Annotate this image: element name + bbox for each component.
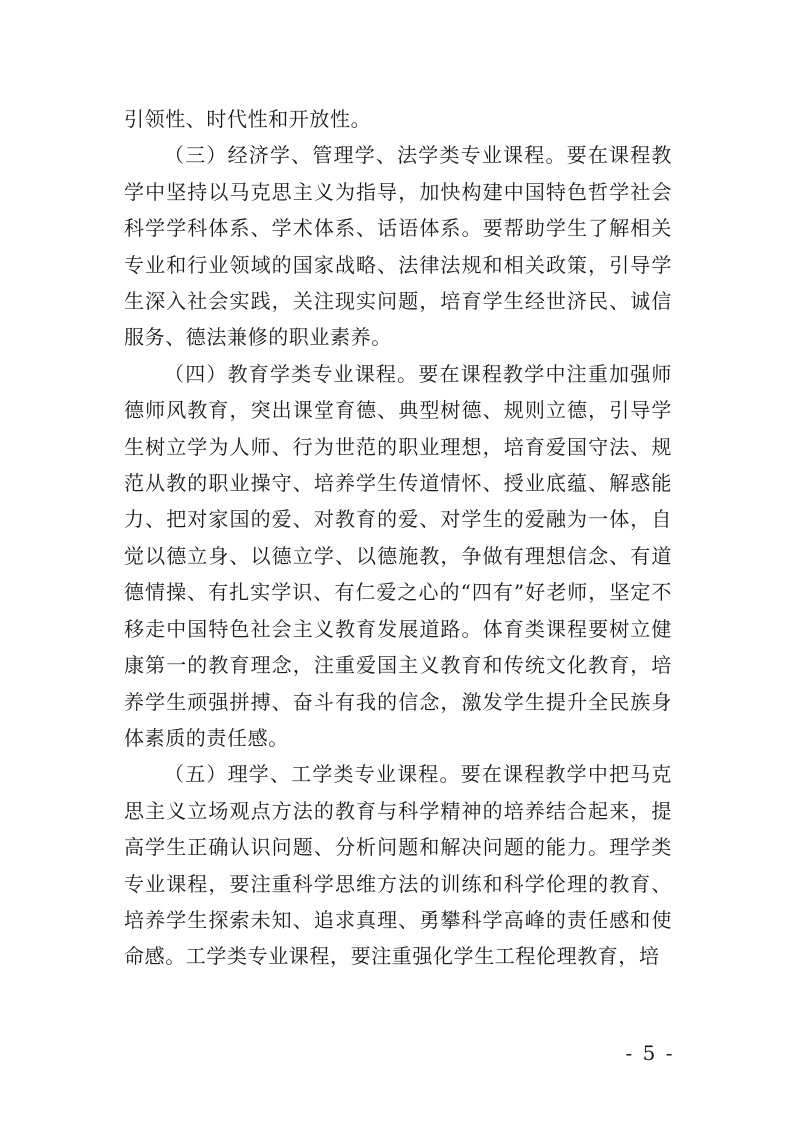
- body-text: [124, 101, 672, 975]
- paragraph-section-5: （五）理学、工学类专业课程。要在课程教学中把马克思主义立场观点方法的教育与科学精神的培养结合起来，提高学生正确认识问题、分析问题和解决问题的能力。理学类专业课程，要注重科学思维方法的训练和科学伦理的教育、培养学生探索未知、追求真理、勇攀科学高峰的责任感和使命感。工学类专业课程，要注重强化学生工程伦理教育，培: [124, 762, 672, 969]
- paragraph-section-3: （三）经济学、管理学、法学类专业课程。要在课程教学中坚持以马克思主义为指导，加快构建中国特色哲学社会科学学科体系、学术体系、话语体系。要帮助学生了解相关专业和行业领域的国家战略、法律法规和相关政策，引导学生深入社会实践，关注现实问题，培育学生经世济民、诚信服务、德法兼修的职业素养。: [124, 143, 672, 350]
- paragraph-section-4: （四）教育学类专业课程。要在课程教学中注重加强师德师风教育，突出课堂育德、典型树德、规则立德，引导学生树立学为人师、行为世范的职业理想，培育爱国守法、规范从教的职业操守、培养学生传道情怀、授业底蕴、解惑能力、把对家国的爱、对教育的爱、对学生的爱融为一体，自觉以德立身、以德立学、以德施教，争做有理想信念、有道德情操、有扎实学识、有仁爱之心的“四有”好老师，坚定不移走中国特色社会主义教育发展道路。体育类课程要树立健康第一的教育理念，注重爱国主义教育和传统文化教育，培养学生顽强拼搏、奋斗有我的信念，激发学生提升全民族身体素质的责任感。: [124, 361, 672, 750]
- paragraph-continuation: 引领性、时代性和开放性。: [124, 107, 372, 131]
- page-number: - 5 -: [625, 1041, 675, 1065]
